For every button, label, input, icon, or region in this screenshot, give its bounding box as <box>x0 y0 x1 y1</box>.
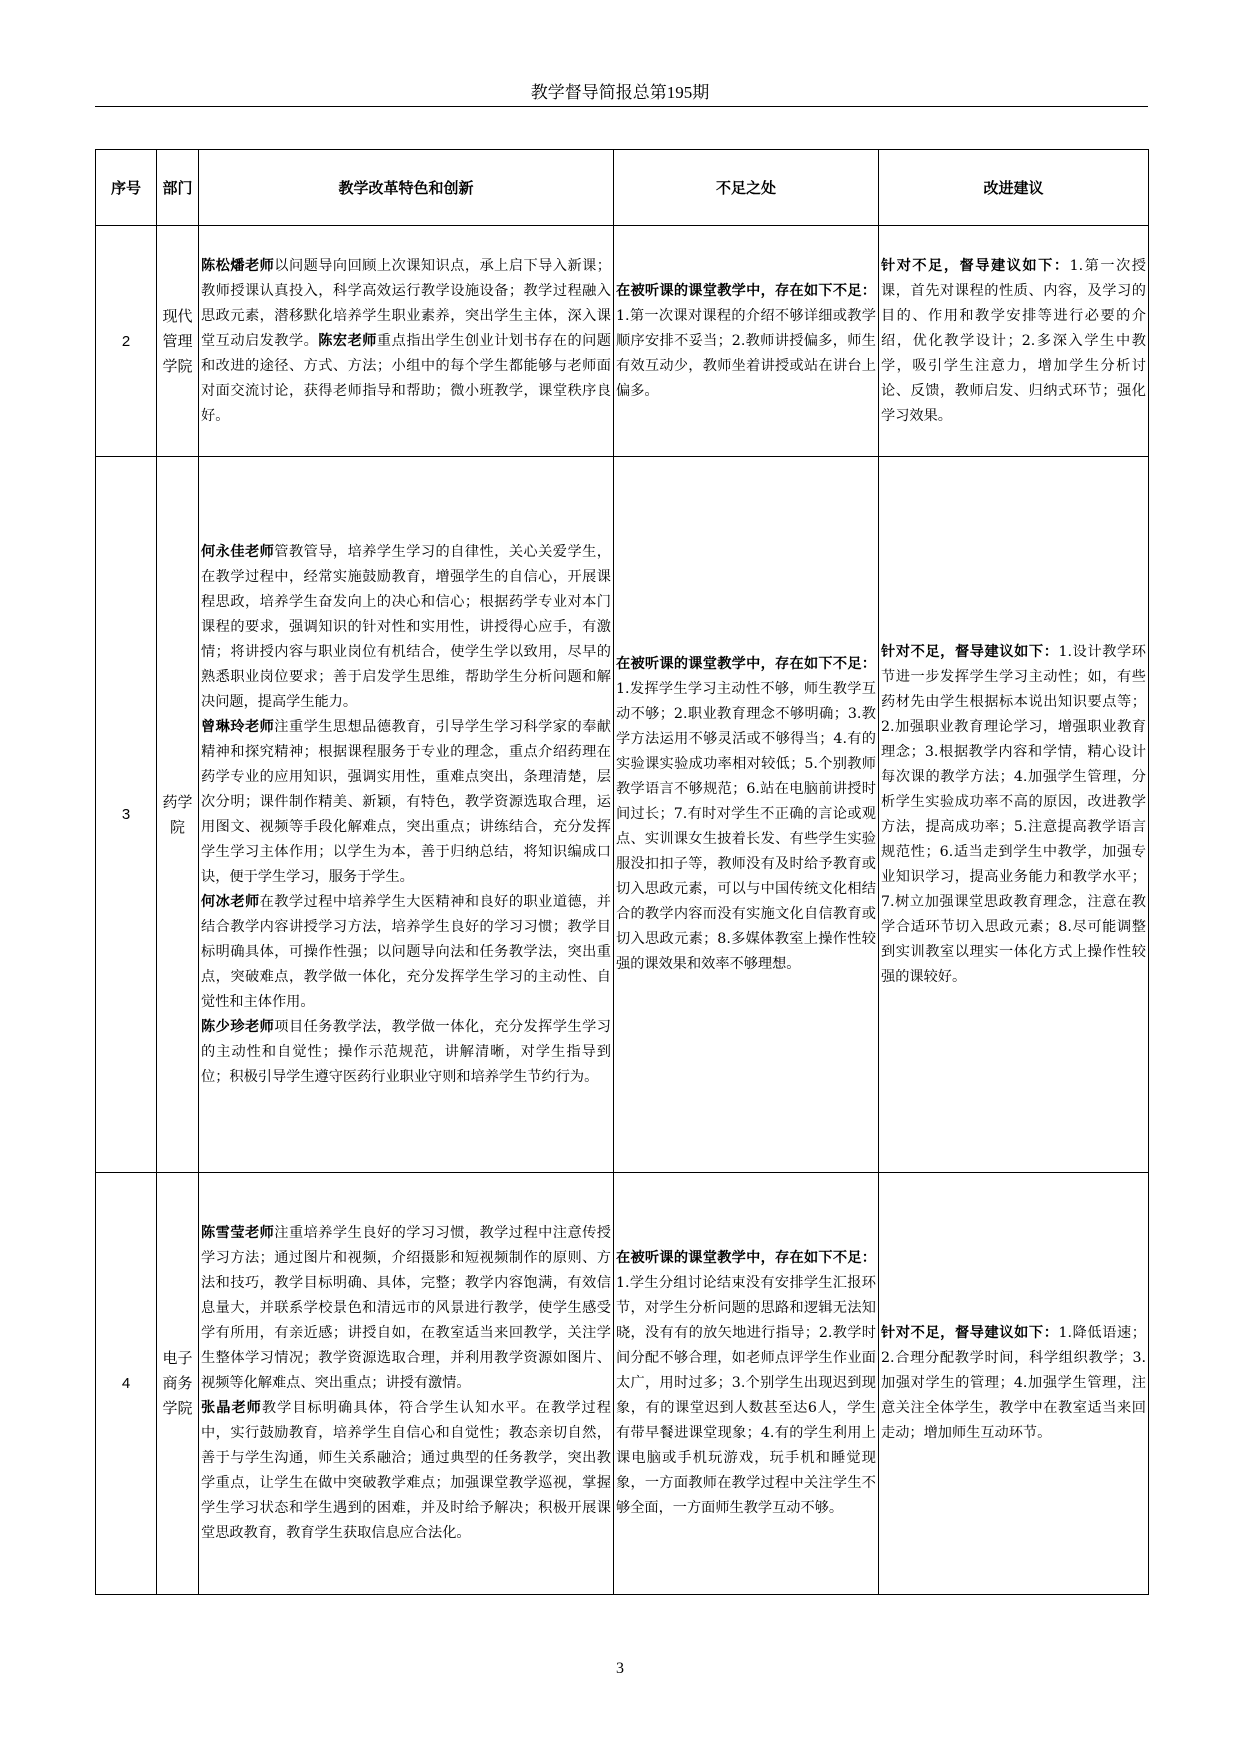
suggestions-cell: 针对不足，督导建议如下：1.第一次授课，首先对课程的性质、内容，及学习的目的、作用和教学安排等进行必要的介绍，优化教学设计；2.多深入学生中教学，吸引学生注意力，增加学生分析讨论、反馈，教师启发、归纳式环节；强化学习效果。 <box>879 226 1149 457</box>
page-header-title: 教学督导简报总第195期 <box>530 83 710 102</box>
suggestions-lead: 针对不足，督导建议如下： <box>881 643 1059 660</box>
suggestions-lead: 针对不足，督导建议如下： <box>881 257 1070 274</box>
suggestions-cell: 针对不足，督导建议如下：1.降低语速；2.合理分配教学时间，科学组织教学；3.加强对学生的管理；4.加强学生管理，注意关注全体学生，教学中在教室适当来回走动；增加师生互动环节。 <box>879 1173 1149 1595</box>
column-header-dept: 部门 <box>157 150 199 226</box>
table-row <box>96 457 1149 1173</box>
table-header-row <box>96 150 1149 226</box>
teacher-comment: 陈雪莹老师注重培养学生良好的学习习惯，教学过程中注意传授学习方法；通过图片和视频，介绍摄影和短视频制作的原则、方法和技巧，教学目标明确、具体，完整；教学内容饱满，有效信息量大，并联系学校景色和清远市的风景进行教学，使学生感受学有所用，有亲近感；讲授自如，在教室适当来回教学，关注学生整体学习情况；教学资源选取合理，并利用教学资源如图片、视频等化解难点、突出重点；讲授有激情。 <box>201 1225 611 1391</box>
shortcomings-lead: 在被听课的课堂教学中，存在如下不足： <box>616 656 876 672</box>
teacher-name: 何永佳老师 <box>201 543 275 560</box>
table-row <box>96 1173 1149 1595</box>
teacher-comment: 张晶老师教学目标明确具体，符合学生认知水平。在教学过程中，实行鼓励教育，培养学生自信心和自觉性；教态亲切自然，善于与学生沟通，师生关系融洽；通过典型的任务教学，突出教学重点，让学生在做中突破教学难点；加强课堂教学巡视，掌握学生学习状态和学生遇到的困难，并及时给予解决；积极开展课堂思政教育，教育学生获取信息应合法化。 <box>201 1400 611 1541</box>
column-header-suggestions: 改进建议 <box>879 150 1149 226</box>
features-cell <box>199 457 614 1173</box>
row-index: 3 <box>96 457 157 1173</box>
teacher-name: 陈雪莹老师 <box>201 1225 275 1241</box>
teacher-comment: 何永佳老师管教管导，培养学生学习的自律性，关心关爱学生，在教学过程中，经常实施鼓励教育，增强学生的自信心，开展课程思政，培养学生奋发向上的决心和信心；根据药学专业对本门课程的要求，强调知识的针对性和实用性，讲授得心应手，有激情；将讲授内容与职业岗位有机结合，使学生学以致用，尽早的熟悉职业岗位要求；善于启发学生思维，帮助学生分析问题和解决问题，提高学生能力。 <box>201 543 611 710</box>
row-department: 药学 院 <box>157 457 199 1173</box>
row-index: 2 <box>96 226 157 457</box>
features-cell <box>199 1173 614 1595</box>
features-cell <box>199 226 614 457</box>
column-header-index: 序号 <box>96 150 157 226</box>
shortcomings-cell: 在被听课的课堂教学中，存在如下不足：1.发挥学生学习主动性不够，师生教学互动不够；2.职业教育理念不够明确；3.教学方法运用不够灵活或不够得当；4.有的实验课实验成功率相对较低；5.个别教师教学语言不够规范；6.站在电脑前讲授时间过长；7.有时对学生不正确的言论或观点、实训课女生披着长发、有些学生实验服没扣扣子等，教师没有及时给予教育或切入思政元素，可以与中国传统文化相结合的教学内容而没有实施文化自信教育或切入思政元素；8.多媒体教室上操作性较强的课效果和效率不够理想。 <box>614 457 879 1173</box>
teacher-comment: 陈少珍老师项目任务教学法，教学做一体化，充分发挥学生学习的主动性和自觉性；操作示范规范，讲解清晰，对学生指导到位；积极引导学生遵守医药行业职业守则和培养学生节约行为。 <box>201 1018 611 1085</box>
teacher-name: 陈少珍老师 <box>201 1018 275 1035</box>
column-header-features: 教学改革特色和创新 <box>199 150 614 226</box>
shortcomings-lead: 在被听课的课堂教学中，存在如下不足： <box>616 1250 876 1266</box>
teacher-comment: 陈松燔老师以问题导向回顾上次课知识点，承上启下导入新课；教师授课认真投入，科学高效运行教学设施设备；教学过程融入思政元素，潜移默化培养学生职业素养，突出学生主体，深入课堂互动启发教学。陈宏老师重点指出学生创业计划书存在的问题和改进的途径、方式、方法；小组中的每个学生都能够与老师面对面交流讨论，获得老师指导和帮助；微小班教学，课堂秩序良好。 <box>201 257 611 424</box>
teacher-comment: 何冰老师在教学过程中培养学生大医精神和良好的职业道德，并结合教学内容讲授学习方法，培养学生良好的学习习惯；教学目标明确具体，可操作性强；以问题导向法和任务教学法，突出重点，突破难点，教学做一体化，充分发挥学生学习的主动性、自觉性和主体作用。 <box>201 893 611 1010</box>
row-index: 4 <box>96 1173 157 1595</box>
shortcomings-lead: 在被听课的课堂教学中，存在如下不足： <box>616 282 876 299</box>
teacher-name: 曾琳玲老师 <box>201 718 275 735</box>
teacher-name: 何冰老师 <box>201 893 260 910</box>
shortcomings-cell: 在被听课的课堂教学中，存在如下不足：1.第一次课对课程的介绍不够详细或教学顺序安排不妥当；2.教师讲授偏多，师生有效互动少，教师坐着讲授或站在讲台上偏多。 <box>614 226 879 457</box>
suggestions-cell: 针对不足，督导建议如下：1.设计教学环节进一步发挥学生学习主动性；如，有些药材先由学生根据标本说出知识要点等；2.加强职业教育理论学习，增强职业教育理念；3.根据教学内容和学情，精心设计每次课的教学方法；4.加强学生管理，分析学生实验成功率不高的原因，改进教学方法，提高成功率；5.注意提高教学语言规范性；6.适当走到学生中教学，加强专业知识学习，提高业务能力和教学水平；7.树立加强课堂思政教育理念，注意在教学合适环节切入思政元素；8.尽可能调整到实训教室以理实一体化方式上操作性较强的课较好。 <box>879 457 1149 1173</box>
teacher-name: 张晶老师 <box>201 1400 262 1416</box>
row-department: 现代 管理 学院 <box>157 226 199 457</box>
column-header-shortcomings: 不足之处 <box>614 150 879 226</box>
teacher-name: 陈松燔老师 <box>201 257 275 274</box>
table-row <box>96 226 1149 457</box>
header-divider <box>95 106 1148 107</box>
page-number: 3 <box>616 1660 624 1677</box>
supervision-table <box>95 149 1149 1595</box>
teacher-name: 陈宏老师 <box>318 332 377 349</box>
teacher-comment: 曾琳玲老师注重学生思想品德教育，引导学生学习科学家的奉献精神和探究精神；根据课程服务于专业的理念，重点介绍药理在药学专业的应用知识，强调实用性，重难点突出，条理清楚，层次分明；课件制作精美、新颖，有特色，教学资源选取合理，运用图文、视频等手段化解难点，突出重点；讲练结合，充分发挥学生学习主体作用；以学生为本，善于归纳总结，将知识编成口诀，便于学生学习，服务于学生。 <box>201 718 611 885</box>
shortcomings-cell: 在被听课的课堂教学中，存在如下不足：1.学生分组讨论结束没有安排学生汇报环节，对学生分析问题的思路和逻辑无法知晓，没有有的放矢地进行指导；2.教学时间分配不够合理，如老师点评学生作业面太广，用时过多；3.个别学生出现迟到现象，有的课堂迟到人数甚至达6人，学生有带早餐进课堂现象；4.有的学生利用上课电脑或手机玩游戏，玩手机和睡觉现象，一方面教师在教学过程中关注学生不够全面，一方面师生教学互动不够。 <box>614 1173 879 1595</box>
row-department: 电子 商务 学院 <box>157 1173 199 1595</box>
suggestions-lead: 针对不足，督导建议如下： <box>881 1325 1059 1341</box>
